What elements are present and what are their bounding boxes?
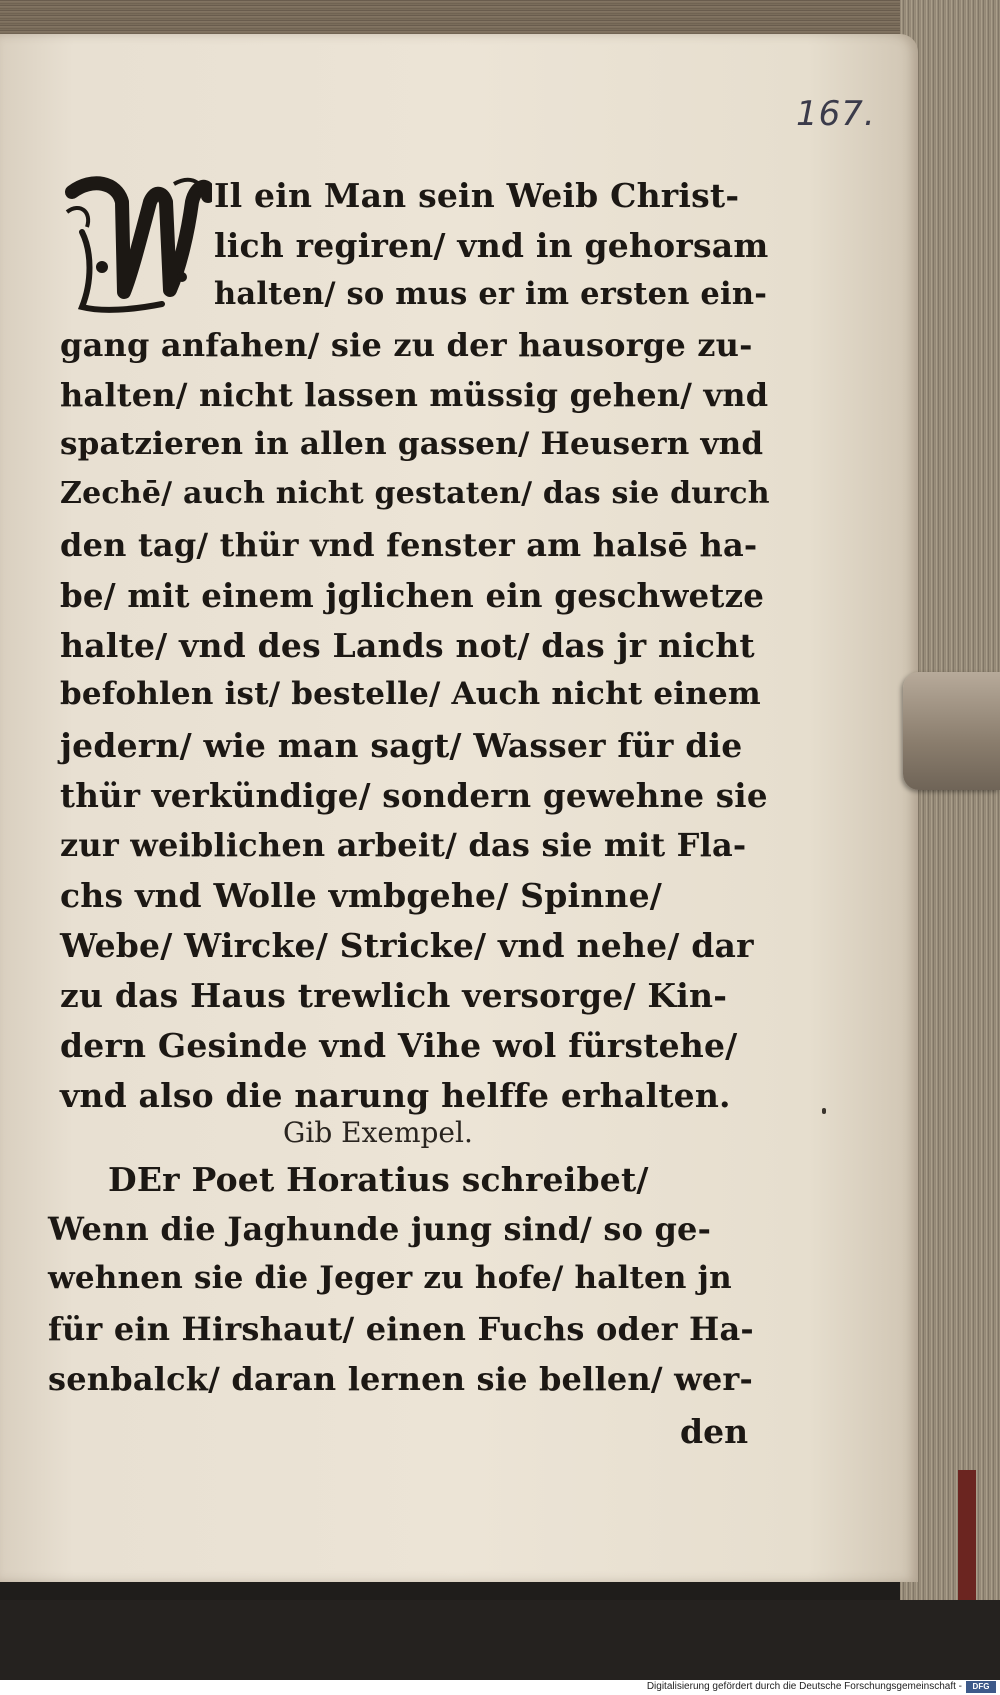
example-line: für ein Hirshaut/ einen Fuchs oder Ha- <box>48 1310 754 1348</box>
body-line: chs vnd Wolle vmbgehe/ Spinne/ <box>60 876 663 915</box>
body-line: halten/ nicht lassen müssig gehen/ vnd <box>60 376 769 414</box>
body-line: zu das Haus trewlich versorge/ Kin- <box>60 976 728 1015</box>
body-line: thür verkündige/ sondern gewehne sie <box>60 776 768 815</box>
catchword: den <box>680 1412 749 1451</box>
book-cover-edge <box>958 1470 976 1610</box>
bookmark-clip <box>903 672 1000 790</box>
dfg-logo-icon: DFG <box>966 1681 996 1693</box>
scan-background <box>0 1600 1000 1680</box>
body-line: zur weiblichen arbeit/ das sie mit Fla- <box>60 826 747 864</box>
folio-number: 167. <box>796 94 876 134</box>
example-line: wehnen sie die Jeger zu hofe/ halten jn <box>48 1260 732 1296</box>
example-line: DEr Poet Horatius schreibet/ <box>108 1160 649 1199</box>
body-line: den tag/ thür vnd fenster am halsē ha- <box>60 526 758 564</box>
decorated-initial-w-icon <box>62 172 212 320</box>
body-line: vnd also die narung helffe erhalten. <box>60 1076 731 1115</box>
body-line: befohlen ist/ bestelle/ Auch nicht einem <box>60 676 761 712</box>
ink-speck <box>822 1108 826 1114</box>
body-line: Webe/ Wircke/ Stricke/ vnd nehe/ dar <box>60 926 754 965</box>
body-line: halte/ vnd des Lands not/ das jr nicht <box>60 626 755 665</box>
body-line: halten/ so mus er im ersten ein- <box>214 276 768 312</box>
digitization-credit: Digitalisierung gefördert durch die Deutsche Forschungsgemeinschaft - <box>646 1681 962 1692</box>
body-line: lich regiren/ vnd in gehorsam <box>214 226 769 265</box>
body-line: Il ein Man sein Weib Christ- <box>214 176 740 215</box>
body-line: spatzieren in allen gassen/ Heusern vnd <box>60 426 764 462</box>
body-line: be/ mit einem jglichen ein geschwetze <box>60 576 765 615</box>
section-heading: Gib Exempel. <box>283 1116 473 1149</box>
body-line: jedern/ wie man sagt/ Wasser für die <box>60 726 743 765</box>
example-line: senbalck/ daran lernen sie bellen/ wer- <box>48 1360 753 1398</box>
body-line: Zechē/ auch nicht gestaten/ das sie durch <box>60 476 770 511</box>
body-line: dern Gesinde vnd Vihe wol fürstehe/ <box>60 1026 738 1065</box>
example-line: Wenn die Jaghunde jung sind/ so ge- <box>48 1210 712 1248</box>
body-line: gang anfahen/ sie zu der hausorge zu- <box>60 326 753 364</box>
